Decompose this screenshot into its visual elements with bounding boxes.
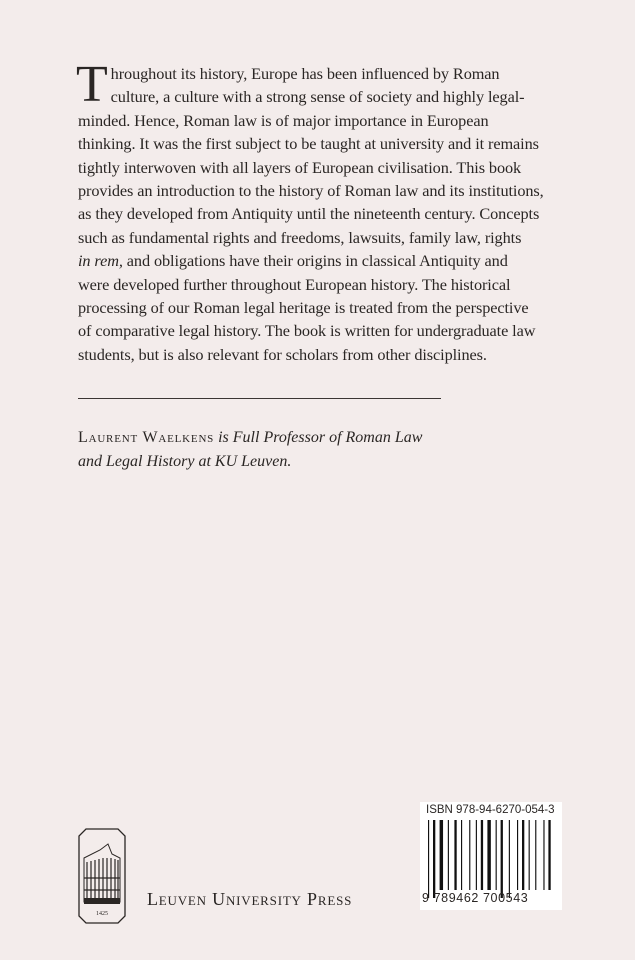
blurb-line: were developed further throughout European history. The historical xyxy=(78,274,511,294)
author-bio xyxy=(78,426,422,473)
publisher-logo-icon xyxy=(78,828,126,924)
blurb-line: thinking. It was the first subject to be taught at university and it remains xyxy=(78,134,539,154)
barcode-bar xyxy=(529,820,530,890)
barcode-bars-icon xyxy=(428,820,554,898)
barcode-bar xyxy=(433,820,435,898)
publisher-name: Leuven University Press xyxy=(147,889,353,909)
blurb-text xyxy=(76,56,608,366)
barcode-bar xyxy=(481,820,483,890)
barcode-bar xyxy=(487,820,490,890)
logo-year: 1425 xyxy=(96,911,108,917)
blurb-line xyxy=(78,249,608,272)
barcode-bar xyxy=(501,820,503,898)
barcode-bar xyxy=(476,820,477,890)
blurb-line: students, but is also relevant for scholars from other disciplines. xyxy=(78,344,487,364)
barcode-bar xyxy=(496,820,497,890)
blurb-line: hroughout its history, Europe has been influenced by Roman xyxy=(110,64,500,83)
blurb-line: tightly interwoven with all layers of European civilisation. This book xyxy=(78,157,522,177)
barcode-bar xyxy=(454,820,456,890)
author-bio-line: is Full Professor of Roman Law xyxy=(214,429,423,446)
blurb-line: provides an introduction to the history of Roman law and its institutions, xyxy=(78,181,544,201)
barcode-bar xyxy=(461,820,462,890)
barcode-bar xyxy=(509,820,510,898)
barcode-bar xyxy=(448,820,449,890)
barcode-bar xyxy=(543,820,544,890)
drop-cap: T xyxy=(76,56,108,113)
italic-in-rem: in rem, xyxy=(78,251,123,271)
isbn-barcode xyxy=(420,802,562,910)
barcode-bar xyxy=(428,820,429,898)
author-bio-line: and Legal History at KU Leuven. xyxy=(78,452,292,470)
divider xyxy=(78,398,441,399)
blurb-line-rest: and obligations have their origins in classical Antiquity and xyxy=(122,251,508,271)
blurb-line: of comparative legal history. The book is written for undergraduate law xyxy=(78,321,536,341)
author-name: Laurent Waelkens xyxy=(78,429,215,446)
blurb-line: culture, a culture with a strong sense of society and highly legal- xyxy=(110,87,525,107)
barcode-bar xyxy=(522,820,524,890)
barcode-bar xyxy=(517,820,518,890)
blurb-line: minded. Hence, Roman law is of major importance in European xyxy=(78,110,489,130)
barcode-bar xyxy=(548,820,550,890)
blurb-line: processing of our Roman legal heritage is treated from the perspective xyxy=(78,298,529,318)
barcode-bar xyxy=(469,820,470,890)
isbn-label: ISBN 978-94-6270-054-3 xyxy=(426,804,555,816)
blurb-line: such as fundamental rights and freedoms, lawsuits, family law, rights xyxy=(78,227,522,247)
barcode-bar xyxy=(535,820,536,890)
barcode-bar xyxy=(440,820,443,890)
blurb-line: as they developed from Antiquity until the nineteenth century. Concepts xyxy=(78,204,540,224)
barcode-digits: 9 789462 700543 xyxy=(422,891,529,905)
